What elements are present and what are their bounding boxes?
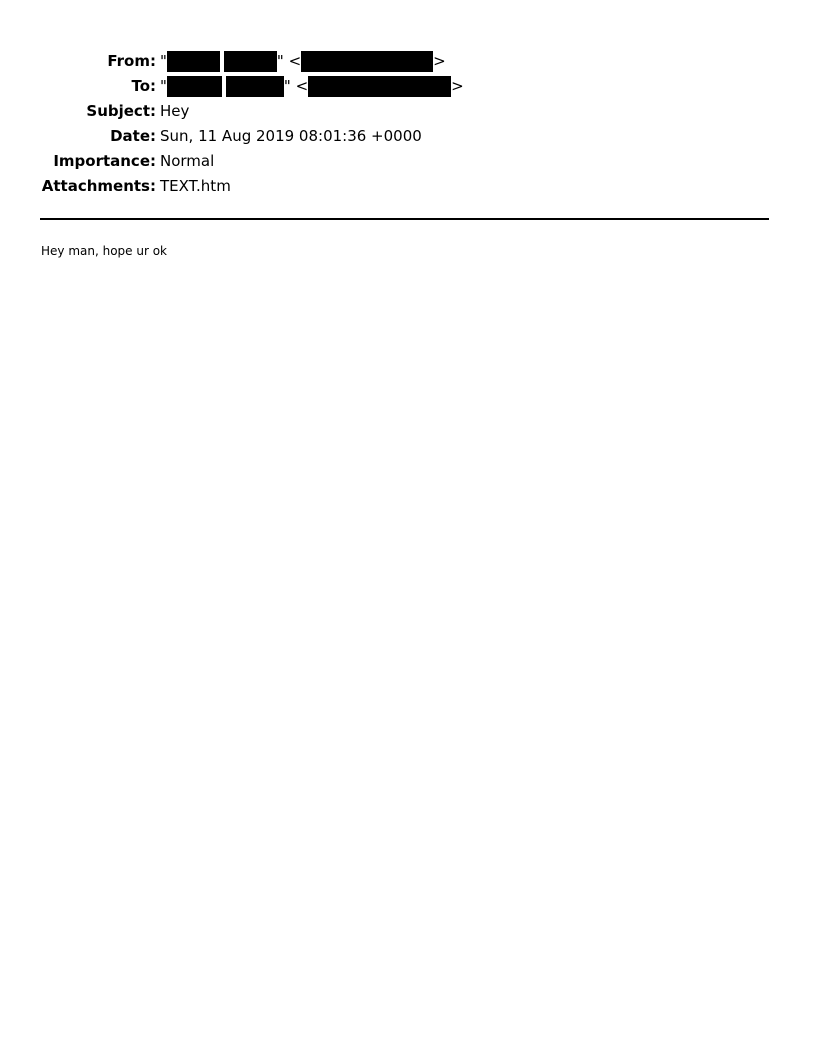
attachments-row [0, 174, 816, 199]
importance-row [0, 149, 816, 174]
message-body: Hey man, hope ur ok [41, 244, 168, 258]
from-angle-close: > [433, 52, 446, 70]
redaction-block [308, 76, 451, 97]
subject-label: Subject: [86, 102, 156, 120]
redaction-block [167, 51, 220, 72]
date-label: Date: [110, 127, 156, 145]
from-quote-open: " [160, 52, 167, 70]
to-quote-close: " < [283, 77, 309, 95]
to-quote-open: " [160, 77, 167, 95]
from-label: From: [107, 52, 156, 70]
subject-value: Hey [160, 102, 190, 120]
attachment-link[interactable]: TEXT.htm [160, 177, 231, 195]
date-value: Sun, 11 Aug 2019 08:01:36 +0000 [160, 127, 422, 145]
importance-value: Normal [160, 152, 215, 170]
to-label: To: [131, 77, 156, 95]
redaction-block [224, 51, 277, 72]
redaction-block [301, 51, 433, 72]
from-value [156, 49, 446, 74]
redaction-block [226, 76, 284, 97]
date-row [0, 124, 816, 149]
redaction-block [167, 76, 222, 97]
from-row [0, 49, 816, 74]
to-value [156, 74, 464, 99]
attachments-label: Attachments: [41, 177, 156, 195]
to-row [0, 74, 816, 99]
to-angle-close: > [451, 77, 464, 95]
header-divider [40, 218, 769, 220]
from-quote-close: " < [276, 52, 302, 70]
email-header [0, 49, 816, 199]
importance-label: Importance: [53, 152, 156, 170]
subject-row [0, 99, 816, 124]
